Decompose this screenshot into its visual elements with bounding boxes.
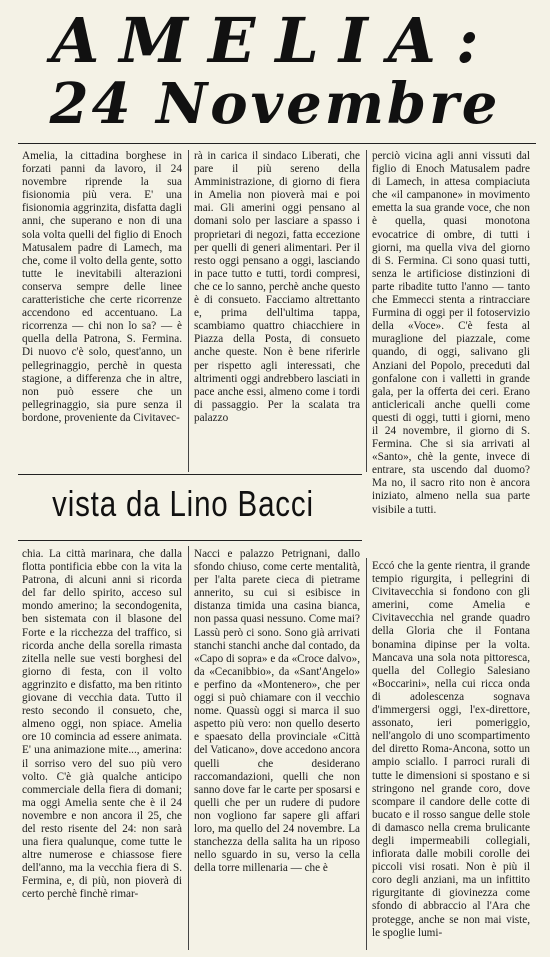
column-divider-2 [366, 150, 367, 472]
column-divider-4 [366, 558, 367, 950]
article-bottom-column-3: Eccó che la gente rientra, il grande tempio rigurgita, i pellegrini di Civitavecchia si fondono con gli amerini, come Amelia e Civitavecchia nel grande quadro della Gloria che il Fontana bonamina dipinse per la volta. Mancava una sola nota pittoresca, quella del Collegio Salesiano «Boccarini», nella cui ricca onda di adolescenza sognava d'immergersi oggi, l'ex-direttore, assonato, ieri pomeriggio, nell'angolo di uno scompartimento del diretto Roma-Ancona, sotto un ampio sciallo. I parroci rurali di tutte le dimensioni si spostano e si stringono nel grande coro, dove scompare il candore delle cotte di bucato e il rosso sangue delle stole di damasco nella crema brulicante degli impermeabili collegiali, infiorata dalle mobili corolle dei piccoli visi rosati. Non è più il coro degli anziani, ma un infittito rigurgitante di giovinezza come sfondo di abbraccio al l'Ara che protegge, anche se non mai viste, le spoglie lumi- [372, 560, 530, 939]
article-top-column-1: Amelia, la cittadina borghese in forzati panni da lavoro, il 24 novembre riprende la sua fisionomia più vera. E' una fisionomia aggrinzita, disfatta dagli anni, che superano e non di una sola volta quelli del figlio di Enoch Matusalem padre di Lamech, ma che, come il volto della gente, sotto tutte le inevitabili alterazioni conserva sempre delle linee caratteristiche che certe ricorrenze accendono ed accentuano. La ricorrenza — chi non lo sa? — è quella della Patrona, S. Fermina. Di nuovo c'è solo, quest'anno, un pellegrinaggio, perchè in questa stagione, a differenza che in altre, non può essere che un pellegrinaggio, sia pure senza il bordone, proveniente da Civitavec- [22, 150, 182, 424]
article-top-column-2: rà in carica il sindaco Liberati, che pare il più sereno della Amministrazione, di giorno di fiera in Amelia non pioverà mai e poi mai. Gli amerini oggi pensano al domani solo per lasciare a spasso i proprietari di negozi, fatta eccezione per quelli di generi alimentari. Per il resto oggi pensano a oggi, lasciando in pace tutto e tutti, tordi compresi, che ce lo sanno, perchè anche questo è di consueto. Facciamo altrettanto e, prima dell'ultima tappa, scambiamo quattro chiacchiere in Piazza della Posta, di consueto anche queste. Non è bene riferirle per rispetto agli interessati, che altrimenti oggi andrebbero lasciati in pace anche essi, almeno come i tordi di passaggio. Per la scalata tra palazzo [194, 150, 360, 424]
article-bottom-column-2: Nacci e palazzo Petrignani, dallo sfondo chiuso, come certe mentalità, per l'alta parete cieca di pietrame annerito, su cui si esibisce in distanza timida una casina bianca, non passa quasi nessuno. Come mai? Lassù però ci sono. Sono già arrivati stanchi stanchi anche dal contado, da «Capo di sopra» e da «Croce dalvo», da «Cecanibbio», da «Sant'Angelo» e perfino da «Montenero», che per oggi si può chiamare con il vecchio nome. Quassù oggi si marca il suo aspetto più vero: non quello deserto e spaesato della provinciale «Città del Vaticano», dove accedono ancora quelli che desiderano raccomandazioni, quelli che non sanno dove far le carte per sposarsi e quelli che per un rudere di pudore non vogliono far sapere gli affari loro, ma quello del 24 novembre. La stanchezza della salita ha un riposo nello sguardo in su, verso la cella della torre millenaria — che è [194, 548, 360, 875]
headline-line-1: AMELIA: [51, 4, 499, 77]
column-divider-3 [188, 546, 189, 950]
article-top-column-3: perciò vicina agli anni vissuti dal figlio di Enoch Matusalem padre di Lamech, in attesa compiaciuta che «il campanone» in movimento emetta la sua grande voce, che non è quella, quasi monotona evocatrice di ombre, di tutti i giorni, ma quella viva del giorno di S. Fermina. Ci sono quasi tutti, senza le artificiose distinzioni di parte ribadite tutto l'anno — tanto che Emmecci stenta a rintracciare Furmina di oggi per il fotoservizio della «Voce». C'è festa al muraglione del piazzale, come quando, di oggi, salivano gli Anziani del Popolo, preceduti dal gonfalone con i valletti in grande gala, per la offerta dei ceri. Erano anticlericali anche quelli come questi di oggi, tutti i giorni, meno il 24 novembre, il giorno di S. Fermina. Che si sia arrivati al «Santo», chè la gente, invece di entrare, sta uscendo dal duomo? Ma no, il sacro rito non è ancora iniziato, almeno nella sua parte visibile a tutti. [372, 150, 530, 516]
headline-rule [18, 143, 536, 144]
article-bottom-column-1: chia. La città marinara, che dalla flotta pontificia ebbe con la vita la Patrona, di alcuni anni si ricorda del far dello spirito, acceso sul mondo amerino; la secondogenita, ben sistemata con il blasone del Forte e la ricchezza del traffico, si ricorda anche della sorella rimasta zitella nelle sue vesti borghesi del giorno di festa, con il volto aggrinzito e disfatto, ma ben ritinto giovane di vecchia data. Tutto il resto secondo il consueto, che, almeno oggi, non spiace. Amelia ore 10 comincia ad essere animata. E' una animazione mite..., amerina: il sorriso vero del suo più vero volto. C'è già qualche anticipo commerciale della fiera di domani; ma oggi Amelia sente che è il 24 novembre e non ancora il 25, che del resto risente del 24: non sarà una fiera qualunque, come tutte le altre numerose e chiassose fiere dell'anno, ma la vecchia fiera di S. Fermina, e, di più, non pioverà di certo perchè finchè rimar- [22, 548, 182, 901]
headline-line-2: 24 Novembre [49, 71, 501, 137]
column-divider-1 [188, 150, 189, 472]
byline: vista da Lino Bacci [52, 483, 314, 524]
byline-rule-bottom [18, 540, 362, 541]
byline-rule-top [18, 474, 362, 475]
